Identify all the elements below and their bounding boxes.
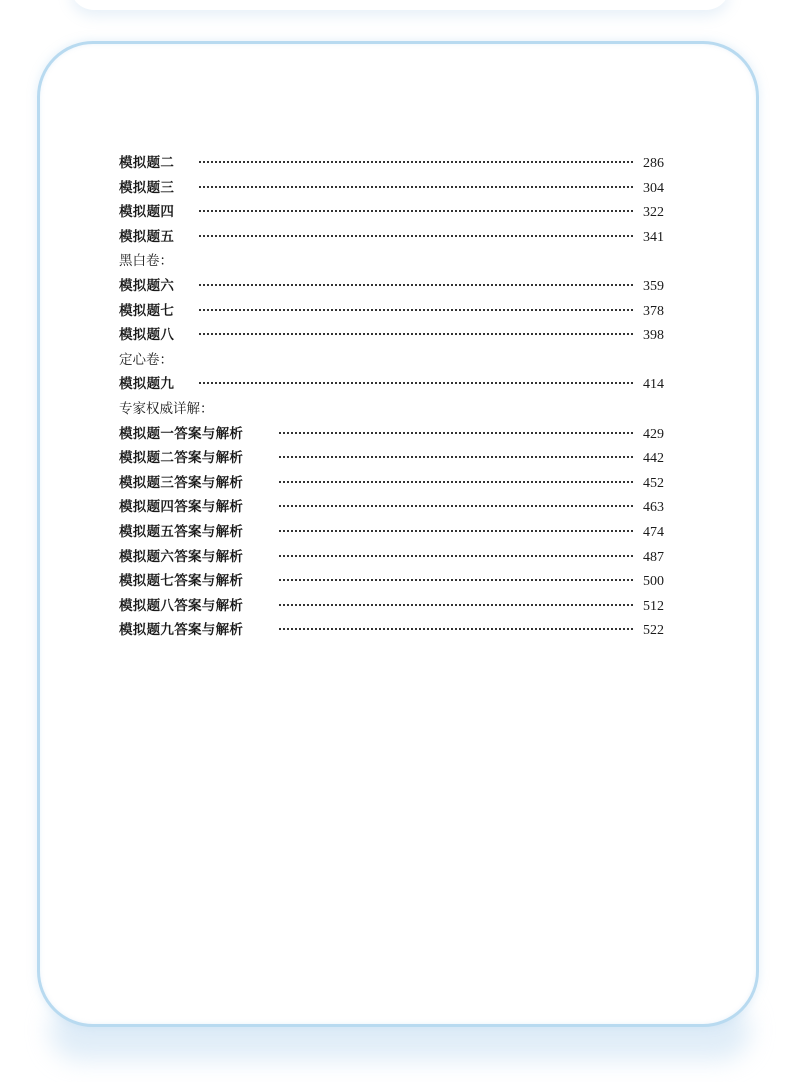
- toc-entry[interactable]: [119, 618, 664, 643]
- toc-entry-title: 模拟题三: [119, 179, 175, 196]
- dot-leader: [279, 603, 633, 606]
- toc-entry-title: 模拟题七答案与解析: [119, 573, 244, 590]
- section-heading-final: 定心卷：: [119, 351, 173, 368]
- dot-leader: [279, 554, 633, 557]
- toc-entry-title: 模拟题二答案与解析: [119, 450, 244, 467]
- toc-entry-title: 模拟题五: [119, 228, 175, 245]
- toc-page-card: [37, 41, 759, 1027]
- toc-page-number: 286: [643, 156, 664, 171]
- dot-leader: [279, 455, 633, 458]
- toc-page-number: 522: [643, 623, 664, 639]
- dot-leader: [199, 160, 633, 163]
- dot-leader: [279, 480, 633, 483]
- toc-entry[interactable]: [119, 495, 664, 520]
- dot-leader: [279, 529, 633, 532]
- toc-page-number: 474: [643, 524, 664, 540]
- toc-page-number: 487: [643, 549, 664, 565]
- toc-entry[interactable]: [119, 200, 664, 225]
- toc-page-number: 512: [643, 598, 664, 614]
- toc-page-number: 452: [643, 475, 664, 491]
- toc-page-number: 322: [643, 205, 664, 221]
- toc-entry[interactable]: [119, 594, 664, 619]
- dot-leader: [199, 332, 633, 335]
- toc-entry-title: 模拟题一答案与解析: [119, 425, 244, 442]
- toc-entry[interactable]: [119, 569, 664, 594]
- toc-entry[interactable]: [119, 274, 664, 299]
- toc-page-number: 398: [643, 328, 664, 344]
- dot-leader: [279, 431, 633, 434]
- toc-entry-title: 模拟题八答案与解析: [119, 597, 244, 614]
- toc-page-number: 359: [643, 278, 664, 294]
- toc-entry[interactable]: [119, 323, 664, 348]
- dot-leader: [279, 504, 633, 507]
- toc-entry[interactable]: [119, 176, 664, 201]
- dot-leader: [199, 283, 633, 286]
- toc-entry[interactable]: [119, 520, 664, 545]
- table-of-contents: [119, 151, 664, 643]
- toc-page-number: 500: [643, 574, 664, 590]
- toc-entry[interactable]: [119, 299, 664, 324]
- toc-entry-title: 模拟题九: [119, 376, 175, 393]
- dot-leader: [199, 234, 633, 237]
- toc-page-number: 304: [643, 180, 664, 196]
- toc-entry[interactable]: [119, 471, 664, 496]
- dot-leader: [279, 627, 633, 630]
- toc-entry-title: 模拟题四: [119, 204, 175, 221]
- toc-entry-title: 模拟题三答案与解析: [119, 474, 244, 491]
- toc-page-number: 341: [643, 229, 664, 245]
- toc-page-number: 429: [643, 426, 664, 442]
- toc-entry-title: 模拟题二: [119, 155, 175, 171]
- toc-entry-title: 模拟题六: [119, 277, 175, 294]
- toc-page-number: 463: [643, 500, 664, 516]
- dot-leader: [199, 209, 633, 212]
- toc-entry[interactable]: [119, 225, 664, 250]
- toc-entry[interactable]: [119, 446, 664, 471]
- toc-page-number: 414: [643, 377, 664, 393]
- toc-entry[interactable]: [119, 545, 664, 570]
- section-heading-expert: 专家权威详解：: [119, 400, 214, 417]
- toc-entry-title: 模拟题六答案与解析: [119, 548, 244, 565]
- toc-entry-title: 模拟题七: [119, 302, 175, 319]
- toc-page-number: 378: [643, 303, 664, 319]
- toc-entry-title: 模拟题九答案与解析: [119, 622, 244, 639]
- section-heading-black-white: 黑白卷：: [119, 253, 173, 270]
- toc-entry-title: 模拟题五答案与解析: [119, 523, 244, 540]
- toc-entry-title: 模拟题八: [119, 327, 175, 344]
- dot-leader: [199, 381, 633, 384]
- toc-entry[interactable]: [119, 422, 664, 447]
- dot-leader: [199, 185, 633, 188]
- previous-page-edge: [70, 0, 730, 10]
- dot-leader: [279, 578, 633, 581]
- toc-entry[interactable]: [119, 372, 664, 397]
- dot-leader: [199, 308, 633, 311]
- toc-entry-title: 模拟题四答案与解析: [119, 499, 244, 516]
- toc-page-number: 442: [643, 451, 664, 467]
- toc-entry[interactable]: [119, 151, 664, 176]
